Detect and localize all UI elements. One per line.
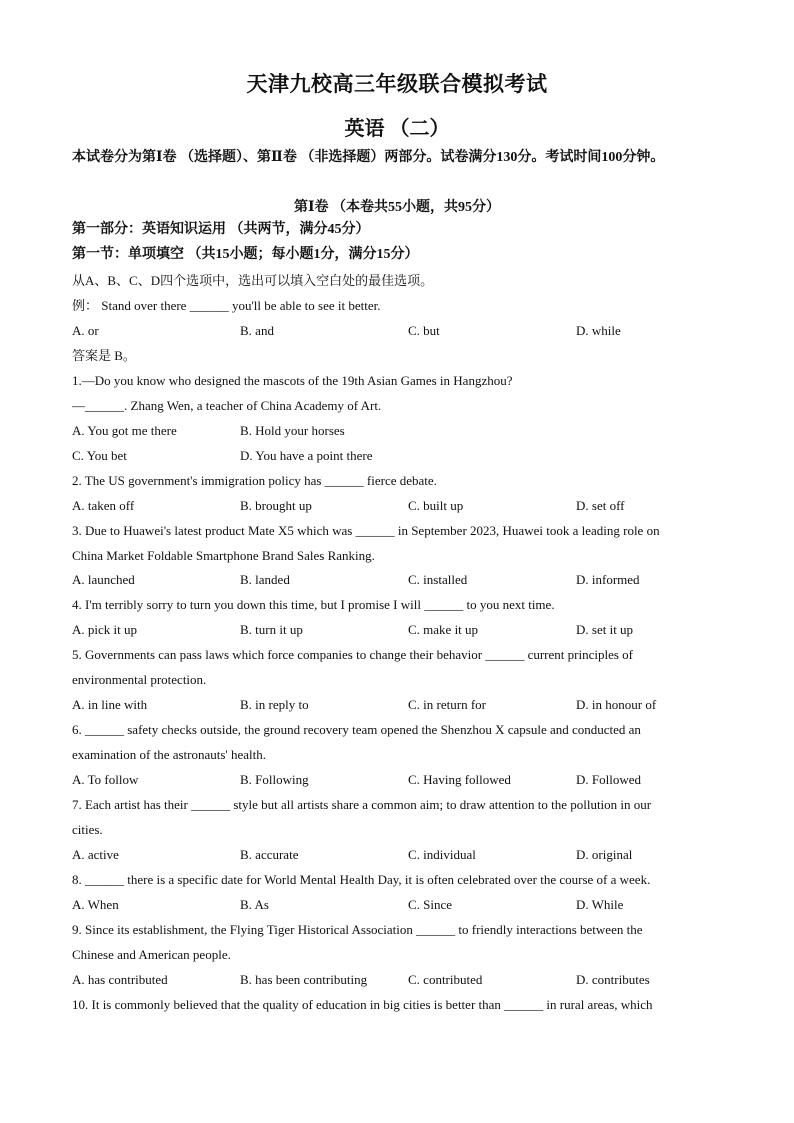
question-2-option-d: D. set off: [576, 498, 625, 513]
question-2-option-a: A. taken off: [72, 498, 135, 513]
question-9-option-c: C. contributed: [408, 972, 483, 987]
subject-title: 英语 （二）: [344, 118, 450, 140]
part-heading: 第一部分：英语知识运用 （共两节，满分45分）: [72, 222, 370, 237]
question-4-option-c: C. make it up: [408, 622, 479, 637]
question-3-option-b: B. landed: [240, 572, 290, 587]
question-3-option-c: C. installed: [408, 572, 468, 587]
example-option-a: A. or: [72, 323, 99, 338]
question-6-option-d: D. Followed: [576, 772, 641, 787]
question-7-option-a: A. active: [72, 847, 119, 862]
question-7-option-b: B. accurate: [240, 847, 299, 862]
question-7-option-d: D. original: [576, 847, 633, 862]
question-8-option-d: D. While: [576, 897, 624, 912]
question-2-option-b: B. brought up: [240, 498, 312, 513]
question-1-option-a: A. You got me there: [72, 423, 177, 438]
question-9-stem-line-1: 9. Since its establishment, the Flying Tiger Historical Association ______ to friendly interactions between the: [72, 922, 643, 937]
question-1-option-d: D. You have a point there: [240, 448, 373, 463]
question-2-option-c: C. built up: [408, 498, 464, 513]
question-5-stem-line-1: 5. Governments can pass laws which force companies to change their behavior ______ current principles of: [72, 647, 633, 662]
question-3-stem-line-2: China Market Foldable Smartphone Brand Sales Ranking.: [72, 548, 375, 563]
question-9-stem-line-2: Chinese and American people.: [72, 947, 231, 962]
section-heading: 第Ⅰ卷 （本卷共55小题，共95分）: [293, 200, 501, 215]
subsection-heading: 第一节：单项填空 （共15小题；每小题1分，满分15分）: [72, 247, 419, 262]
question-2-stem: 2. The US government's immigration policy has ______ fierce debate.: [72, 473, 437, 488]
question-6-stem-line-2: examination of the astronauts' health.: [72, 747, 267, 762]
instruction-text: 从A、B、C、D四个选项中，选出可以填入空白处的最佳选项。: [72, 273, 434, 288]
question-10-stem: 10. It is commonly believed that the quality of education in big cities is better than ______ in rural areas, which: [72, 997, 653, 1012]
question-3-stem-line-1: 3. Due to Huawei's latest product Mate X5 which was ______ in September 2023, Huawei took a leading role on: [72, 523, 660, 538]
question-6-stem-line-1: 6. ______ safety checks outside, the ground recovery team opened the Shenzhou X capsule and conducted an: [72, 722, 641, 737]
question-5-option-a: A. in line with: [72, 697, 148, 712]
question-1-option-c: C. You bet: [72, 448, 127, 463]
question-4-option-d: D. set it up: [576, 622, 634, 637]
question-4-option-b: B. turn it up: [240, 622, 303, 637]
question-6-option-c: C. Having followed: [408, 772, 511, 787]
question-5-option-b: B. in reply to: [240, 697, 309, 712]
question-7-stem-line-1: 7. Each artist has their ______ style but all artists share a common aim; to draw attention to the pollution in our: [72, 797, 652, 812]
question-9-option-d: D. contributes: [576, 972, 650, 987]
question-5-option-c: C. in return for: [408, 697, 486, 712]
question-1-stem-line-2: —______. Zhang Wen, a teacher of China Academy of Art.: [72, 398, 382, 413]
question-9-option-b: B. has been contributing: [240, 972, 368, 987]
question-6-option-b: B. Following: [240, 772, 309, 787]
exam-intro: 本试卷分为第Ⅰ卷 （选择题）、第Ⅱ卷 （非选择题）两部分。试卷满分130分。考试时间100分钟。: [72, 150, 665, 165]
question-8-option-a: A. When: [72, 897, 119, 912]
question-1-stem-line-1: 1.—Do you know who designed the mascots of the 19th Asian Games in Hangzhou?: [72, 373, 513, 388]
question-3-option-d: D. informed: [576, 572, 640, 587]
question-8-option-c: C. Since: [408, 897, 453, 912]
question-3-option-a: A. launched: [72, 572, 135, 587]
question-8-stem: 8. ______ there is a specific date for World Mental Health Day, it is often celebrated over the course of a week.: [72, 872, 651, 887]
example-option-c: C. but: [408, 323, 440, 338]
question-7-stem-line-2: cities.: [72, 822, 103, 837]
question-5-option-d: D. in honour of: [576, 697, 657, 712]
exam-title: 天津九校高三年级联合模拟考试: [246, 72, 548, 96]
question-4-stem: 4. I'm terribly sorry to turn you down this time, but I promise I will ______ to you next time.: [72, 597, 555, 612]
question-1-option-b: B. Hold your horses: [240, 423, 345, 438]
question-5-stem-line-2: environmental protection.: [72, 672, 207, 687]
example-stem: 例： Stand over there ______ you'll be able to see it better.: [72, 298, 381, 313]
question-6-option-a: A. To follow: [72, 772, 139, 787]
question-8-option-b: B. As: [240, 897, 269, 912]
question-9-option-a: A. has contributed: [72, 972, 168, 987]
example-option-d: D. while: [576, 323, 621, 338]
example-option-b: B. and: [240, 323, 274, 338]
question-4-option-a: A. pick it up: [72, 622, 137, 637]
example-answer: 答案是 B。: [72, 348, 136, 363]
question-7-option-c: C. individual: [408, 847, 476, 862]
